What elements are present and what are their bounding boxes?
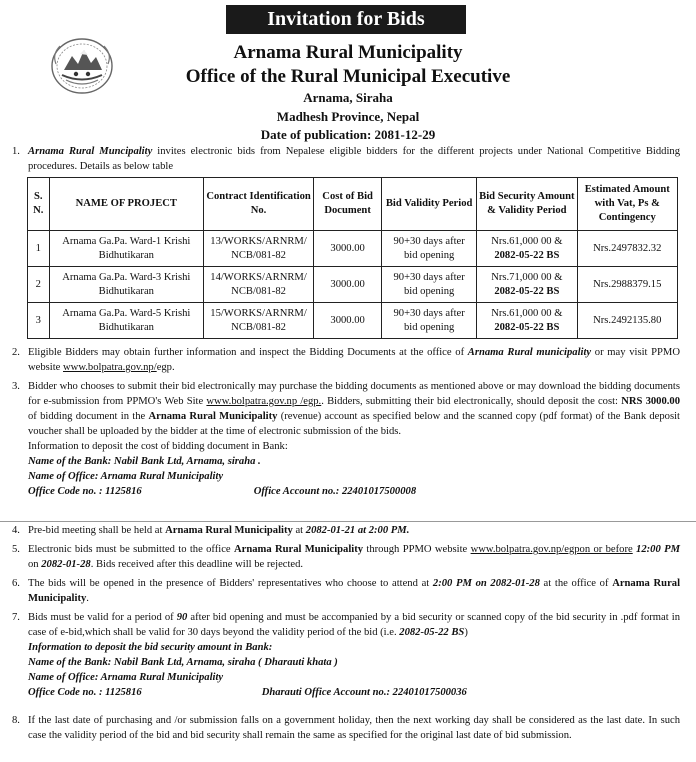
cell-sn: 2 [28,267,50,303]
municipality-name: Arnama Rural Muncipality [28,146,153,157]
clause-7: 7. Bids must be valid for a period of 90 after bid opening and must be accompanied by a bid security or scanned copy of the bid security in .pdf format in case of e-bid,which shall be valid for 30 days beyond the validity period of the bid (i.e. 2082-05-22 BS) Information to deposit the bid security amount in Bank: Name of the Bank: Nabil Bank Ltd, Arnama, siraha ( Dharauti khata ) Name of Office: Arnama Rural Municipality Office Code no. : 1125816 Dharauti Office Account no.: 22401017500036 [12,610,680,700]
bank-name: Name of the Bank: Nabil Bank Ltd, Arnama, siraha ( Dharauti khata ) [28,657,338,669]
office-title: Office of the Rural Municipal Executive [185,66,511,87]
municipality-title: Arnama Rural Municipality [233,42,463,63]
egp-link[interactable]: www.bolpatra.gov.np/egpon or before [470,544,633,555]
clause-number: 6. [12,578,20,589]
clause-number: 4. [12,525,20,536]
clause-8: 8. If the last date of purchasing and /or submission falls on a government holiday, then the next working day shall be considered as the last date. In such case the validity period of the bid and bid security shall remain the same as specified for the original last date of bid submission. [12,715,680,742]
header-sn: S. N. [28,178,50,231]
ppmo-website-link[interactable]: www.bolpatra.gov.np/ [63,362,157,374]
cell-contract-id: 15/WORKS/ARNRM/ NCB/081-82 [203,303,313,339]
clause-5: 5. Electronic bids must be submitted to the office Arnama Rural Municipality through PPMO website www.bolpatra.gov.np/egpon or before 12:00 PM on 2082-01-28. Bids received after this deadline will be rejected. [12,544,680,571]
table-row [28,267,678,303]
security-info-label: Information to deposit the bid security amount in Bank: [28,642,273,654]
cell-project-name: Arnama Ga.Pa. Ward-3 Krishi Bidhutikaran [49,267,203,303]
header-contract-id: Contract Identification No. [203,178,313,231]
header-estimate: Estimated Amount with Vat, Ps & Contingency [577,178,677,231]
cell-estimate: Nrs.2492135.80 [577,303,677,339]
clause-number: 3. [12,381,20,392]
header-validity: Bid Validity Period [382,178,477,231]
clause-1 [12,144,680,174]
clause-3: 3. Bidder who chooses to submit their bid electronically may purchase the bidding documents as mentioned above or may download the bidding documents for e-submission from PPMO's Web Site www.bolpatra.gov.np /egp.. Bidders, submitting their bid electronically, should deposit the cost: NRS 3000.00 of bidding document in the Arnama Rural Municipality (revenue) account as specified below and the scanned copy (pdf format) of the Bank deposit voucher shall be uploaded by the bidder at the time of electronic submission of the bids. Information to deposit the cost of bidding document in Bank: Name of the Bank: Nabil Bank Ltd, Arnama, siraha . Name of Office: Arnama Rural Municipality Office Code no. : 1125816 Office Account no.: 22401017500008 [12,379,680,499]
cell-validity: 90+30 days after bid opening [382,231,477,267]
cell-validity: 90+30 days after bid opening [382,267,477,303]
cell-estimate: Nrs.2497832.32 [577,231,677,267]
header-security: Bid Security Amount & Validity Period [477,178,577,231]
cell-cost: 3000.00 [314,303,382,339]
table-row [28,231,678,267]
clause-2: 2. Eligible Bidders may obtain further information and inspect the Bidding Documents at the office of Arnama Rural municipality or may visit PPMO website www.bolpatra.gov.np/egp. [12,347,680,374]
deposit-info-label: Information to deposit the cost of bidding document in Bank: [28,441,288,453]
cell-sn: 3 [28,303,50,339]
table-row [28,303,678,339]
cell-sn: 1 [28,231,50,267]
account-line: Office Code no. : 1125816 Dharauti Office Account no.: 22401017500036 [28,687,467,699]
clause-4: 4. Pre-bid meeting shall be held at Arnama Rural Municipality at 2082-01-21 at 2:00 PM. [12,523,680,538]
bid-table [27,177,678,339]
cell-security: Nrs.61,000 00 & 2082-05-22 BS [477,231,577,267]
office-name: Name of Office: Arnama Rural Municipality [28,672,224,684]
divider [0,521,696,522]
cell-contract-id: 14/WORKS/ARNRM/ NCB/081-82 [203,267,313,303]
bank-name: Name of the Bank: Nabil Bank Ltd, Arnama, siraha . [28,456,261,468]
header-project-name: NAME OF PROJECT [49,178,203,231]
cell-security: Nrs.71,000 00 & 2082-05-22 BS [477,267,577,303]
clause-number: 7. [12,612,20,623]
clause-number: 2. [12,347,20,358]
clause-number: 1. [12,146,20,157]
cell-security: Nrs.61,000 00 & 2082-05-22 BS [477,303,577,339]
cell-project-name: Arnama Ga.Pa. Ward-1 Krishi Bidhutikaran [49,231,203,267]
province-line: Madhesh Province, Nepal [276,109,420,124]
clause-number: 8. [12,715,20,726]
clause-6: 6. The bids will be opened in the presence of Bidders' representatives who choose to attend at 2:00 PM on 2082-01-28 at the office of Arnama Rural Municipality. [12,578,681,605]
notice-banner: Invitation for Bids [226,5,466,34]
publication-date: Date of publication: 2081-12-29 [260,127,436,142]
place-line: Arnama, Siraha [303,90,393,105]
ppmo-website-link[interactable]: www.bolpatra.gov.np /egp. [206,396,322,408]
office-name: Name of Office: Arnama Rural Municipality [28,471,224,483]
clause-number: 5. [12,544,20,555]
header-cost: Cost of Bid Document [314,178,382,231]
table-header-row [28,178,678,231]
cell-cost: 3000.00 [314,267,382,303]
cell-contract-id: 13/WORKS/ARNRM/ NCB/081-82 [203,231,313,267]
cell-cost: 3000.00 [314,231,382,267]
cell-validity: 90+30 days after bid opening [382,303,477,339]
cell-project-name: Arnama Ga.Pa. Ward-5 Krishi Bidhutikaran [49,303,203,339]
clause-text: invites electronic bids from Nepalese eligible bidders for the different projects under National Competitive Bidding procedures. Details as below table [28,146,680,173]
cell-estimate: Nrs.2988379.15 [577,267,677,303]
account-line: Office Code no. : 1125816 Office Account no.: 22401017500008 [28,486,417,498]
